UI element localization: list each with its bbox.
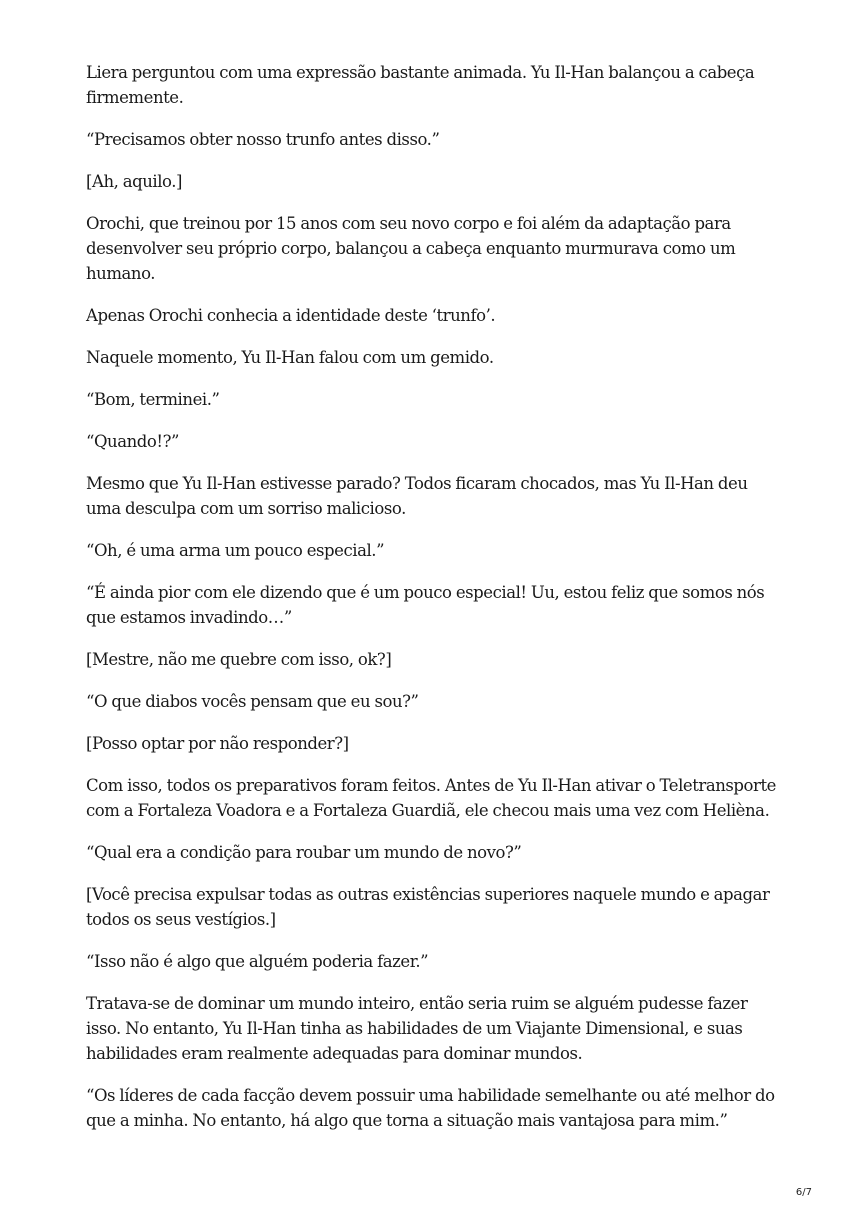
- paragraph-18: “Isso não é algo que alguém poderia fazer.”: [86, 952, 429, 971]
- paragraph-7: “Bom, terminei.”: [86, 390, 220, 409]
- paragraph-3: [Ah, aquilo.]: [86, 172, 183, 191]
- paragraph-14: [Posso optar por não responder?]: [86, 734, 349, 753]
- paragraph-11: “É ainda pior com ele dizendo que é um pouco especial! Uu, estou feliz que somos nós que estamos invadindo…”: [86, 583, 765, 627]
- paragraph-4: Orochi, que treinou por 15 anos com seu novo corpo e foi além da adaptação para desenvolver seu próprio corpo, balançou a cabeça enquanto murmurava como um humano.: [86, 214, 736, 283]
- paragraph-5: Apenas Orochi conhecia a identidade deste ‘trunfo’.: [86, 306, 496, 325]
- paragraph-19: Tratava-se de dominar um mundo inteiro, então seria ruim se alguém pudesse fazer isso. No entanto, Yu Il-Han tinha as habilidades de um Viajante Dimensional, e suas habilidades eram realmente adequadas para dominar mundos.: [86, 994, 748, 1063]
- paragraph-17: [Você precisa expulsar todas as outras existências superiores naquele mundo e apagar todos os seus vestígios.]: [86, 885, 770, 929]
- paragraph-6: Naquele momento, Yu Il-Han falou com um gemido.: [86, 348, 494, 367]
- paragraph-15: Com isso, todos os preparativos foram feitos. Antes de Yu Il-Han ativar o Teletransporte com a Fortaleza Voadora e a Fortaleza Guardiã, ele checou mais uma vez com Helièna.: [86, 776, 776, 820]
- paragraph-16: “Qual era a condição para roubar um mundo de novo?”: [86, 843, 522, 862]
- paragraph-20: “Os líderes de cada facção devem possuir uma habilidade semelhante ou até melhor do que a minha. No entanto, há algo que torna a situação mais vantajosa para mim.”: [86, 1086, 775, 1130]
- paragraph-2: “Precisamos obter nosso trunfo antes disso.”: [86, 130, 440, 149]
- paragraph-12: [Mestre, não me quebre com isso, ok?]: [86, 650, 392, 669]
- paragraph-13: “O que diabos vocês pensam que eu sou?”: [86, 692, 419, 711]
- paragraph-8: “Quando!?”: [86, 432, 179, 451]
- paragraph-10: “Oh, é uma arma um pouco especial.”: [86, 541, 385, 560]
- page-number: 6/7: [795, 1187, 812, 1198]
- paragraph-1: Liera perguntou com uma expressão bastante animada. Yu Il-Han balançou a cabeça firmemente.: [86, 63, 755, 107]
- paragraph-9: Mesmo que Yu Il-Han estivesse parado? Todos ficaram chocados, mas Yu Il-Han deu uma desculpa com um sorriso malicioso.: [86, 474, 748, 518]
